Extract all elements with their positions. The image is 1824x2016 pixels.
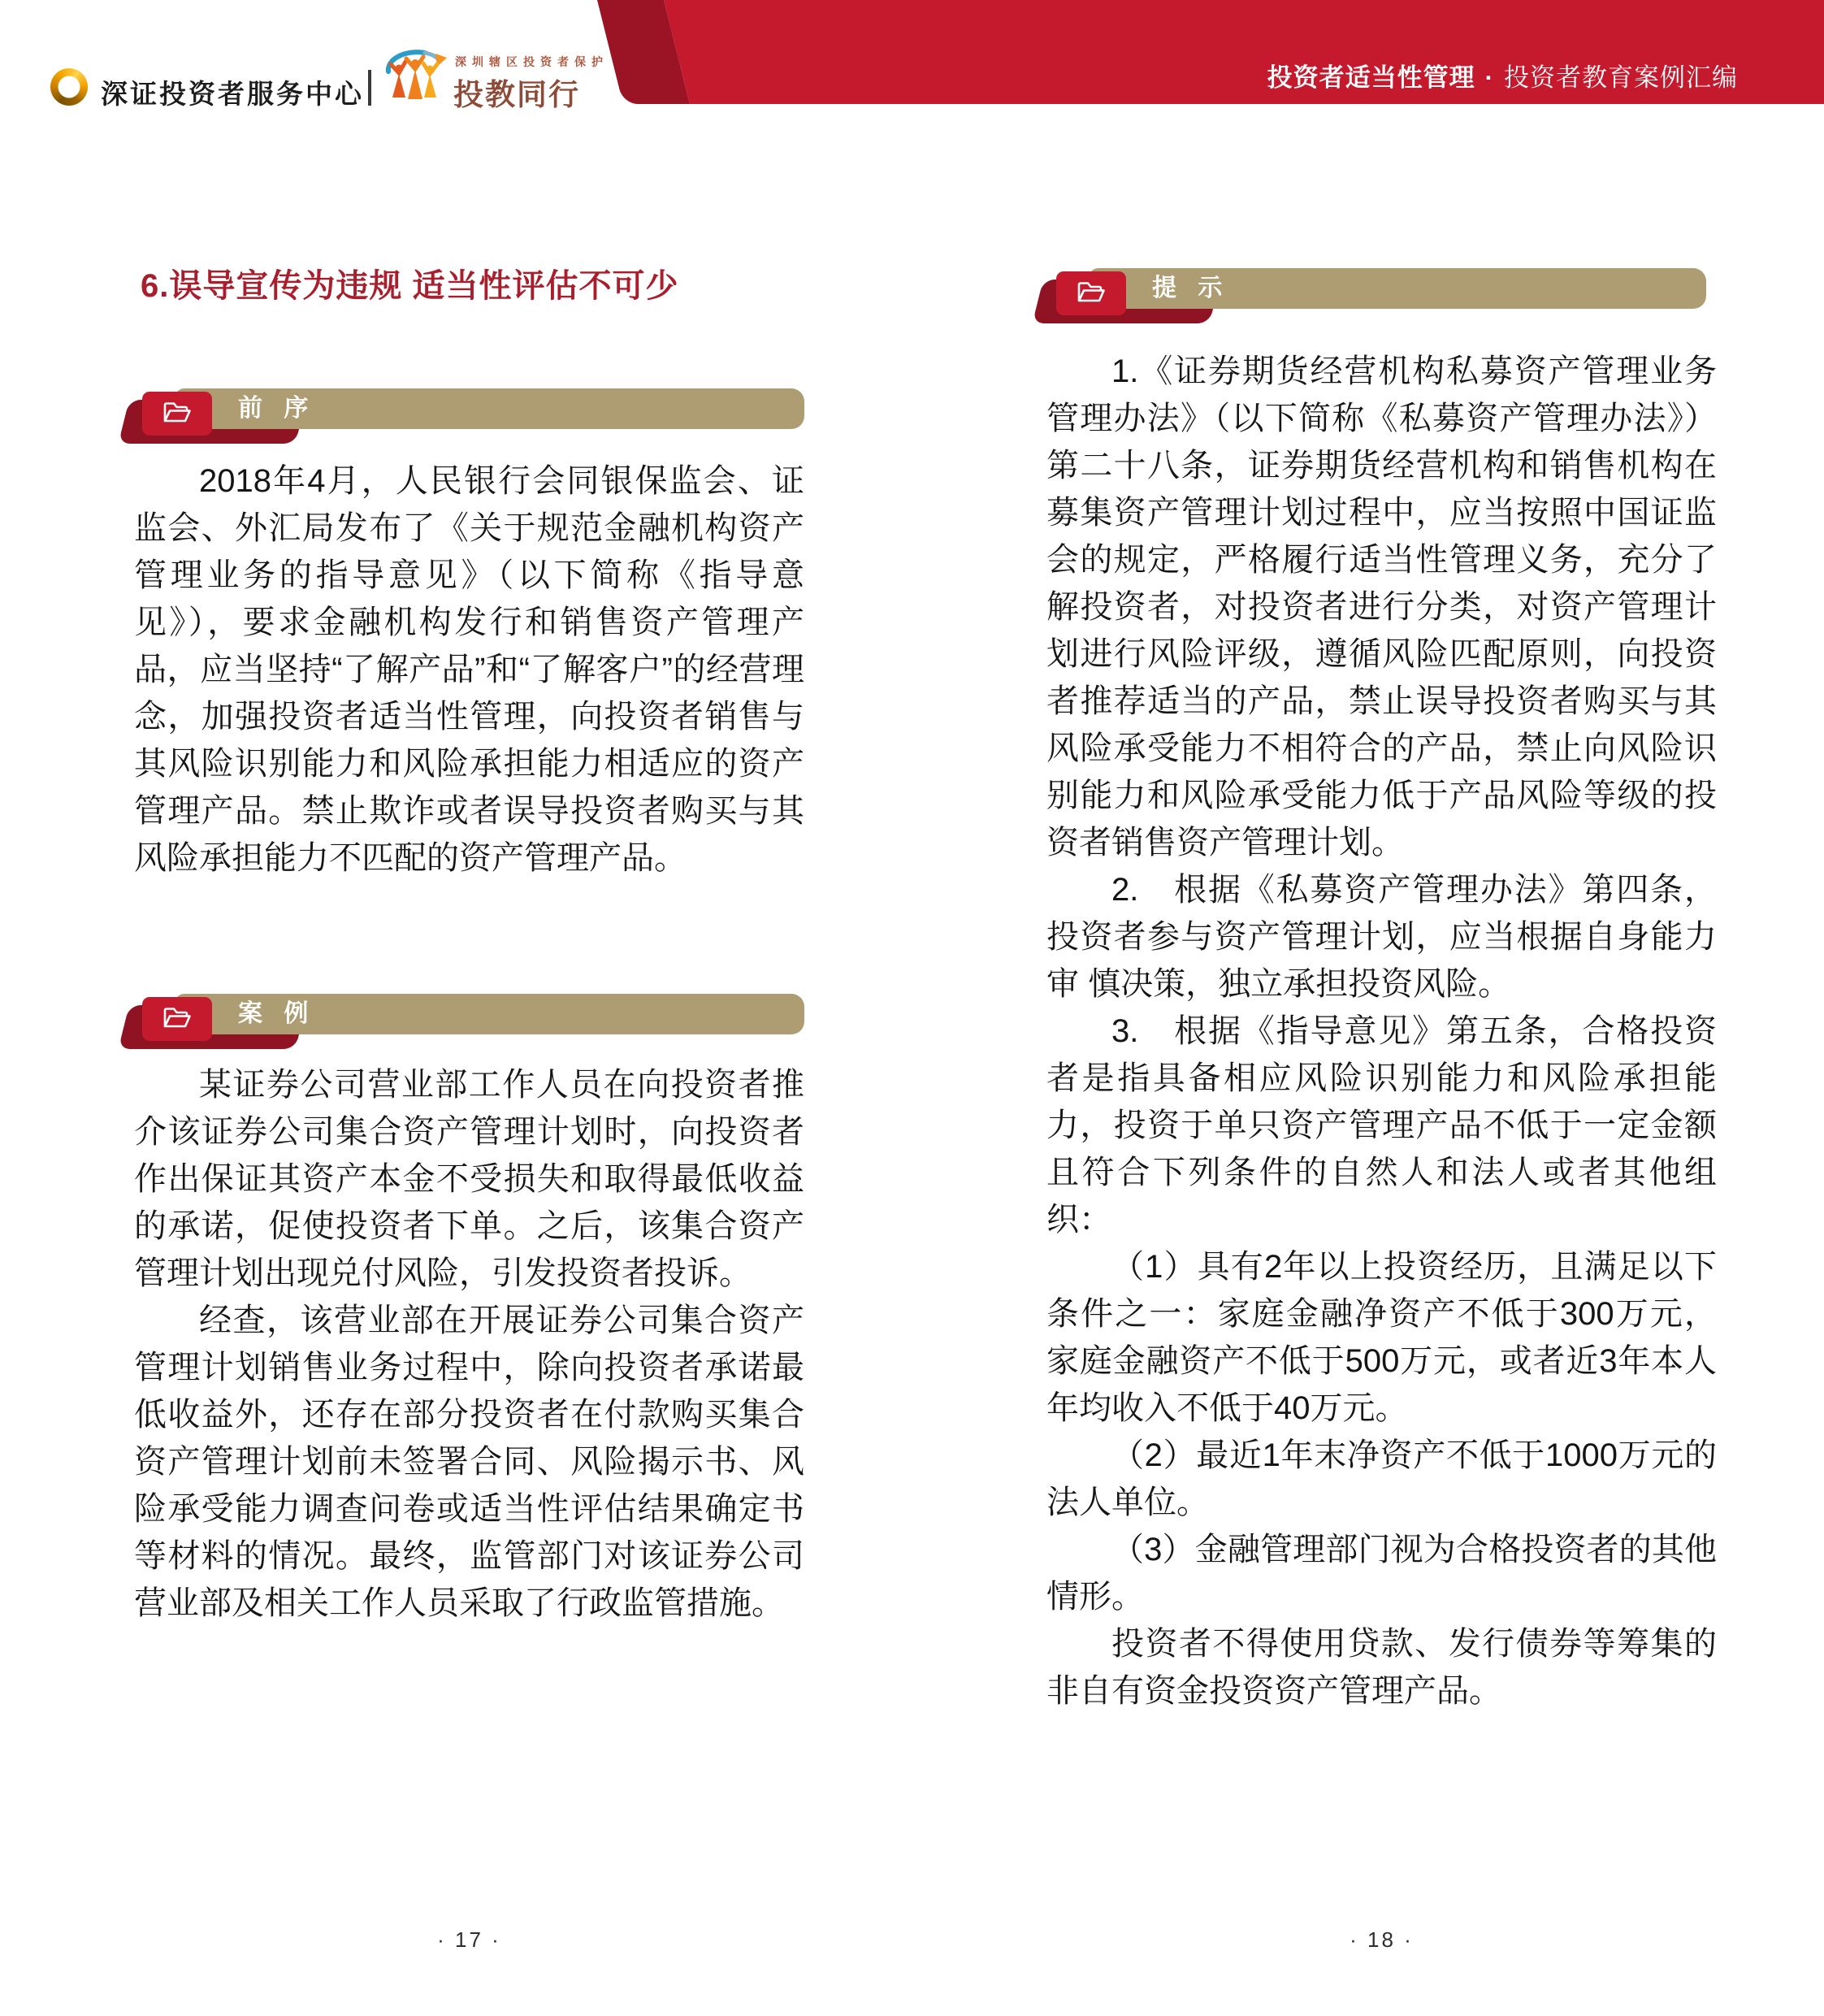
section-label-preface: 前 序: [238, 395, 316, 422]
paragraph: 2. 根据《私募资产管理办法》第四条，投资者参与资产管理计划，应当根据自身能力审 慎决策，独立承担投资风险。: [1046, 872, 1717, 1002]
section-bar-redbox: [142, 997, 212, 1041]
szse-ring-logo-icon: [50, 68, 88, 106]
paragraph: （2）最近1年末净资产不低于1000万元的法人单位。: [1046, 1437, 1717, 1520]
paragraph: （3）金融管理部门视为合格投资者的其他情形。: [1046, 1532, 1717, 1615]
logo-divider: [368, 70, 371, 106]
page-header: [0, 0, 1824, 163]
folder-icon: [161, 399, 193, 429]
paragraph: 2018年4月，人民银行会同银保监会、证监会、外汇局发布了《关于规范金融机构资产管理业务的指导意见》（以下简称《指导意见》），要求金融机构发行和销售资产管理产品，应当坚持“了解产品”和“了解客户”的经营理念，加强投资者适当性管理，向投资者销售与其风险识别能力和风险承担能力相适应的资产管理产品。禁止欺诈或者误导投资者购买与其风险承担能力不匹配的资产管理产品。: [134, 463, 804, 876]
preface-paragraphs: [134, 457, 804, 882]
section-bar-redbox: [142, 392, 212, 436]
section-header-preface: [142, 388, 804, 429]
article-title: 6.误导宣传为违规 适当性评估不可少: [141, 268, 679, 304]
page-number-17: · 17 ·: [437, 1927, 501, 1952]
section-header-case: [142, 994, 804, 1034]
paragraph: 1.《证券期货经营机构私募资产管理业务管理办法》（以下简称《私募资产管理办法》）第二十八条，证券期货经营机构和销售机构在募集资产管理计划过程中，应当按照中国证监会的规定，严格履行适当性管理义务，充分了解投资者，对投资者进行分类，对资产管理计划进行风险评级，遵循风险匹配原则，向投资者推荐适当的产品，禁止误导投资者购买与其风险承受能力不相符合的产品，禁止向风险识别能力和风险承受能力低于产品风险等级的投资者销售资产管理计划。: [1046, 353, 1717, 861]
folder-icon: [161, 1004, 193, 1034]
org-name: 深证投资者服务中心: [101, 79, 364, 109]
banner-title-rest: 投资者教育案例汇编: [1504, 63, 1738, 92]
section-label-case: 案 例: [238, 1000, 316, 1027]
section-label-tips: 提 示: [1152, 275, 1230, 301]
paragraph: 3. 根据《指导意见》第五条，合格投资者是指具备相应风险识别能力和风险承担能力，投资于单只资产管理产品不低于一定金额且符合下列条件的自然人和法人或者其他组织：: [1046, 1013, 1717, 1238]
page-number-18: · 18 ·: [1350, 1927, 1414, 1952]
banner-separator-dot: ·: [1484, 63, 1494, 92]
banner-title-bold: 投资者适当性管理: [1267, 63, 1475, 92]
paragraph: （1）具有2年以上投资经历，且满足以下条件之一：家庭金融净资产不低于300万元，家庭金融资产不低于500万元，或者近3年本人年均收入不低于40万元。: [1046, 1249, 1717, 1426]
tips-paragraphs: [1046, 348, 1717, 1715]
case-paragraphs: [134, 1061, 804, 1627]
brand-tagline: 深圳辖区投资者保护: [455, 55, 609, 68]
toujiao-figures-icon: [379, 44, 452, 108]
section-bar-redbox: [1056, 271, 1126, 315]
paragraph: 经查，该营业部在开展证券公司集合资产管理计划销售业务过程中，除向投资者承诺最低收益外，还存在部分投资者在付款购买集合资产管理计划前未签署合同、风险揭示书、风险承受能力调查问卷或适当性评估结果确定书等材料的情况。最终，监管部门对该证券公司营业部及相关工作人员采取了行政监管措施。: [134, 1303, 804, 1621]
brand-name: 投教同行: [453, 78, 580, 111]
section-header-tips: [1056, 268, 1706, 309]
folder-icon: [1075, 279, 1107, 309]
paragraph: 投资者不得使用贷款、发行债券等筹集的非自有资金投资资产管理产品。: [1046, 1626, 1717, 1709]
paragraph: 某证券公司营业部工作人员在向投资者推介该证券公司集合资产管理计划时，向投资者作出保证其资产本金不受损失和取得最低收益的承诺，促使投资者下单。之后，该集合资产管理计划出现兑付风险，引发投资者投诉。: [134, 1067, 804, 1291]
banner-title: [1267, 57, 1738, 93]
